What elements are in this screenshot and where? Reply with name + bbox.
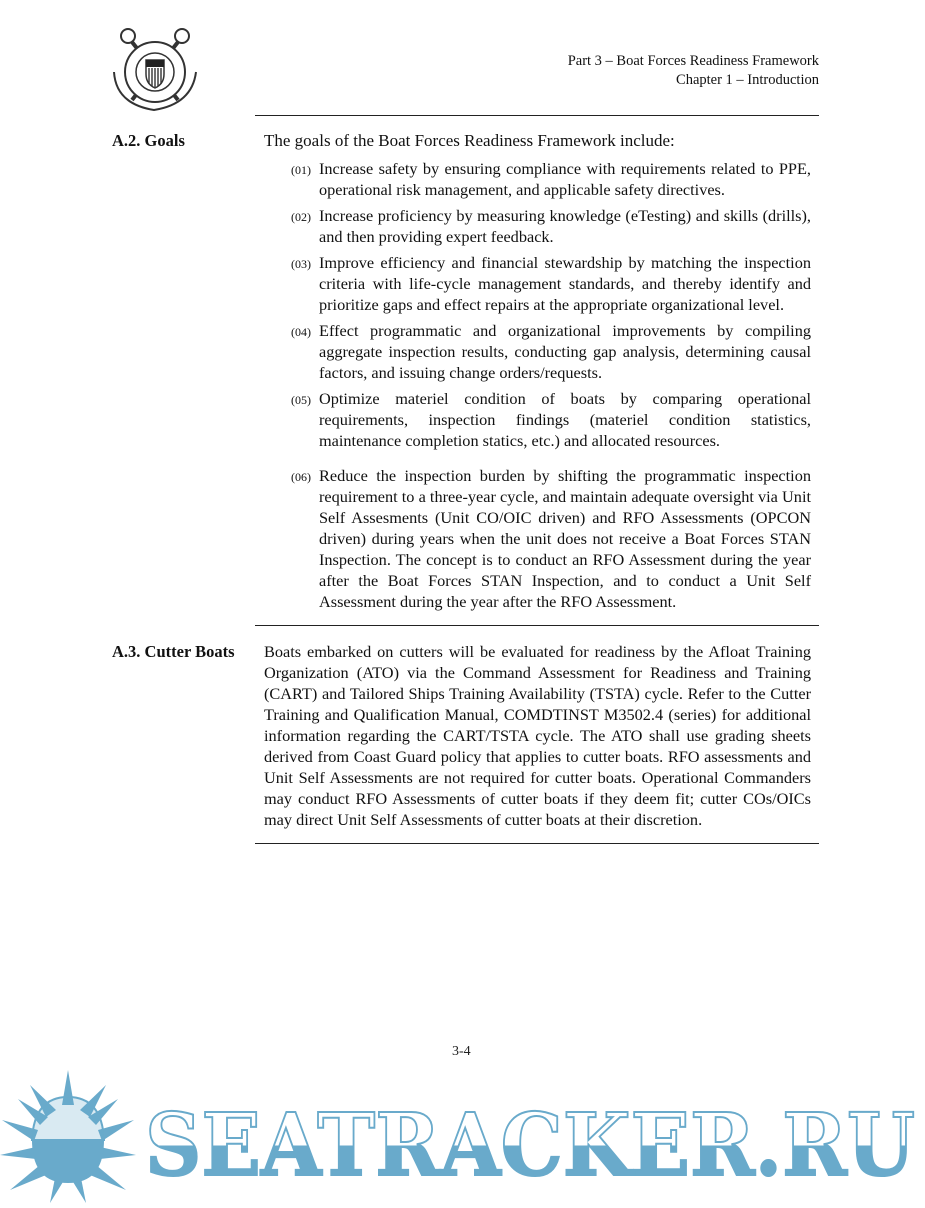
goal-number: (04) — [291, 325, 311, 339]
goals-intro: The goals of the Boat Forces Readiness Framework include: — [264, 131, 675, 150]
goal-item — [291, 205, 811, 247]
divider — [255, 625, 819, 626]
cutter-boats-body: Boats embarked on cutters will be evaluated for readiness by the Afloat Training Organization (ATO) via the Command Assessment for Readiness and Training (CART) and Tailored Ships Training Availability (TSTA) cycle. Refer to the Cutter Training and Qualification Manual, COMDTINST M3502.4 (series) for additional information regarding the CART/TSTA cycle. The ATO shall use grading sheets derived from Coast Guard policy that applies to cutter boats. RFO assessments and Unit Self Assessments are not required for cutter boats. Operational Commanders may conduct RFO Assessments of cutter boats if they deem fit; cutter COs/OICs may direct Unit Self Assessments of cutter boats at their discretion. — [264, 642, 811, 829]
goal-text: Reduce the inspection burden by shifting the programmatic inspection requirement to a three-year cycle, and maintain adequate oversight via Unit Self Assesments (Unit CO/OIC driven) and RFO Assessments (OPCON driven) during years when the unit does not receive a Boat Forces STAN Inspection. The concept is to conduct an RFO Assessment during the year after the Boat Forces STAN Inspection, and to conduct a Unit Self Assessment during the year after the RFO Assessment. — [319, 466, 811, 611]
goal-item — [291, 252, 811, 315]
goal-number: (06) — [291, 470, 311, 484]
goal-text: Increase proficiency by measuring knowledge (eTesting) and skills (drills), and then providing expert feedback. — [319, 206, 811, 246]
divider — [255, 843, 819, 844]
goal-number: (05) — [291, 393, 311, 407]
goal-number: (01) — [291, 163, 311, 177]
section-heading-cutter-boats: A.3. Cutter Boats — [112, 642, 235, 661]
goals-content — [264, 130, 811, 612]
goal-number: (03) — [291, 257, 311, 271]
goal-text: Improve efficiency and financial stewardship by matching the inspection criteria with life-cycle management standards, and thereby identify and prioritize gaps and effect repairs at the appropriate organizational level. — [319, 253, 811, 314]
goal-text: Effect programmatic and organizational improvements by compiling aggregate inspection results, conducting gap analysis, determining causal factors, and issuing change orders/requests. — [319, 321, 811, 382]
goal-number: (02) — [291, 210, 311, 224]
main-content — [112, 130, 824, 844]
section-goals — [112, 130, 824, 612]
section-cutter-boats — [112, 641, 824, 830]
goal-item — [291, 388, 811, 451]
goal-text: Increase safety by ensuring compliance with requirements related to PPE, operational risk management, and applicable safety directives. — [319, 159, 811, 199]
header-part-title: Part 3 – Boat Forces Readiness Framework — [567, 53, 819, 69]
goal-item — [291, 465, 811, 612]
header-chapter-title: Chapter 1 – Introduction — [676, 72, 819, 88]
goal-item — [291, 320, 811, 383]
seatracker-watermark — [0, 1065, 925, 1203]
section-heading-goals: A.2. Goals — [112, 131, 185, 150]
divider — [255, 115, 819, 116]
coast-guard-seal-logo — [108, 22, 200, 114]
sun-icon — [0, 1070, 136, 1203]
watermark-text: SEATRACKER.RU — [145, 1095, 915, 1196]
goal-text: Optimize materiel condition of boats by comparing operational requirements, inspection findings (materiel condition statistics, maintenance completion statics, etc.) and allocated resources. — [319, 389, 811, 450]
goal-item — [291, 158, 811, 200]
page-number: 3-4 — [452, 1044, 471, 1059]
